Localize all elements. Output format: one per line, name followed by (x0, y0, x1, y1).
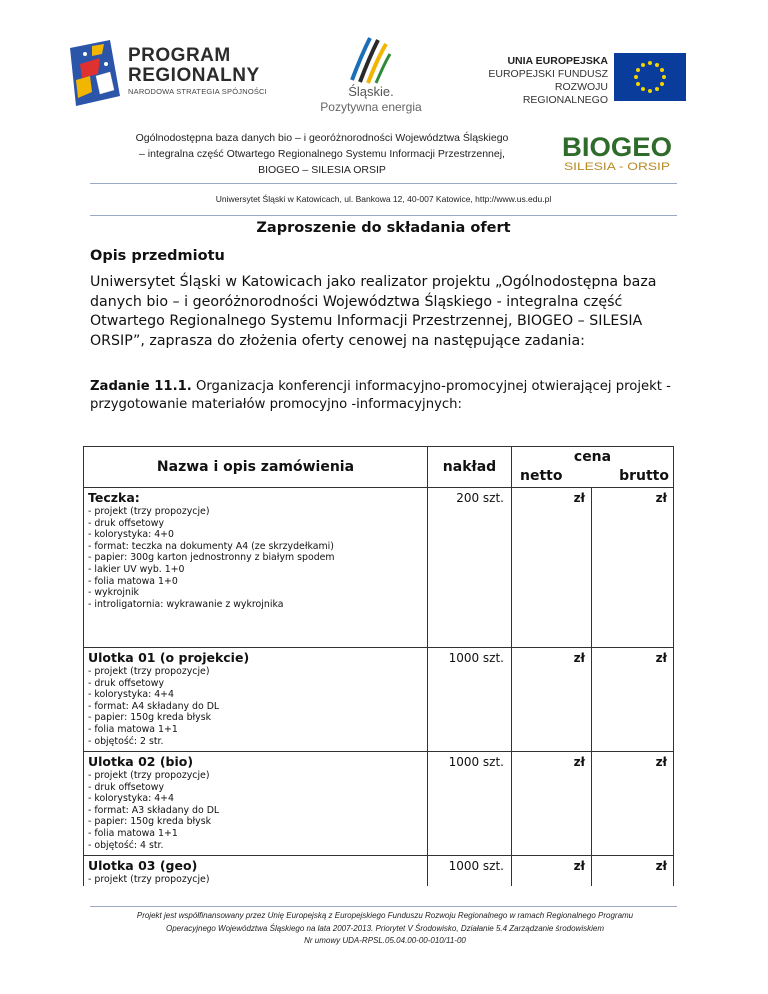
section-subtitle: Opis przedmiotu (90, 248, 225, 264)
biogeo-word: BIOGEO (562, 132, 672, 162)
header-net: netto (520, 468, 563, 484)
item-cell (84, 752, 428, 856)
net-price-cell: zł (512, 856, 592, 887)
gross-price-cell: zł (592, 856, 674, 887)
item-detail: - wykrojnik (88, 587, 423, 599)
slaskie-name: Śląskie. (348, 84, 394, 99)
item-title: Ulotka 01 (o projekcie) (88, 650, 250, 665)
table-row (84, 856, 674, 887)
net-price-cell: zł (512, 752, 592, 856)
order-table (83, 446, 674, 886)
item-detail: - kolorystyka: 4+4 (88, 793, 423, 805)
intro-paragraph: Uniwersytet Śląski w Katowicach jako realizator projektu „Ogólnodostępna baza danych bio – i georóżnorodności Województwa Śląskiego - integralna część Otwartego Regionalnego Systemu Informacji Przestrzennej, BIOGEO – SILESIA ORSIP”, zaprasza do złożenia oferty cenowej na następujące zadania: (90, 274, 657, 349)
item-detail: - projekt (trzy propozycje) (88, 874, 423, 886)
item-detail: - papier: 150g kreda błysk (88, 816, 423, 828)
biogeo-sub: SILESIA - ORSIP (564, 161, 670, 173)
net-price-cell: zł (512, 488, 592, 648)
program-line-2: REGIONALNY (128, 65, 260, 86)
item-detail: - folia matowa 1+0 (88, 576, 423, 588)
item-detail: - objętość: 4 str. (88, 840, 423, 852)
document-title: Zaproszenie do składania ofert (256, 220, 511, 236)
item-title: Ulotka 02 (bio) (88, 754, 194, 769)
header-gross: brutto (619, 468, 669, 484)
table-row (84, 648, 674, 752)
item-detail: - format: teczka na dokumenty A4 (ze skrzydełkami) (88, 541, 423, 553)
footer-rule (90, 906, 677, 907)
header-quantity: nakład (428, 447, 512, 488)
item-title: Ulotka 03 (geo) (88, 858, 198, 873)
slaskie-slogan: Pozytywna energia (320, 100, 422, 114)
header-price (512, 447, 674, 488)
university-address: Uniwersytet Śląski w Katowicach, ul. Bankowa 12, 40-007 Katowice, http://www.us.edu.pl (215, 194, 552, 204)
item-detail: - druk offsetowy (88, 518, 423, 530)
task-label: Zadanie 11.1. (90, 379, 192, 394)
item-detail: - druk offsetowy (88, 782, 423, 794)
table-row (84, 752, 674, 856)
quantity-cell: 1000 szt. (428, 752, 512, 856)
project-line-1: Ogólnodostępna baza danych bio – i georóżnorodności Województwa Śląskiego (135, 132, 509, 144)
footer-line-3: Nr umowy UDA-RPSL.05.04.00-00-010/11-00 (304, 936, 466, 945)
item-detail: - papier: 300g karton jednostronny z białym spodem (88, 552, 423, 564)
footer-line-1: Projekt jest współfinansowany przez Unię Europejską z Europejskiego Funduszu Rozwoju Regionalnego w ramach Regionalnego Programu (136, 911, 634, 920)
item-detail: - folia matowa 1+1 (88, 828, 423, 840)
item-detail: - papier: 150g kreda błysk (88, 712, 423, 724)
table-body (84, 488, 674, 887)
item-cell (84, 488, 428, 648)
footer-line-2: Operacyjnego Województwa Śląskiego na lata 2007-2013. Priorytet V Środowisko, Działanie 5.4 Zarządzanie środowiskiem (166, 923, 604, 933)
eu-line-2: EUROPEJSKI FUNDUSZ (488, 68, 608, 80)
eu-line-1: UNIA EUROPEJSKA (507, 55, 608, 67)
item-details (88, 874, 423, 886)
item-detail: - kolorystyka: 4+4 (88, 689, 423, 701)
gross-price-cell: zł (592, 488, 674, 648)
eu-line-3: ROZWOJU REGIONALNEGO (522, 81, 608, 106)
item-detail: - projekt (trzy propozycje) (88, 770, 423, 782)
gross-price-cell: zł (592, 648, 674, 752)
header-price-label: cena (573, 449, 612, 465)
item-detail: - folia matowa 1+1 (88, 724, 423, 736)
header-name: Nazwa i opis zamówienia (84, 447, 428, 488)
item-detail: - druk offsetowy (88, 678, 423, 690)
footer (70, 910, 700, 948)
item-detail: - projekt (trzy propozycje) (88, 506, 423, 518)
item-detail: - projekt (trzy propozycje) (88, 666, 423, 678)
item-detail: - kolorystyka: 4+0 (88, 529, 423, 541)
item-detail: - format: A4 składany do DL (88, 701, 423, 713)
gross-price-cell: zł (592, 752, 674, 856)
item-detail: - objętość: 2 str. (88, 736, 423, 748)
project-line-2: – integralna część Otwartego Regionalnego Systemu Informacji Przestrzennej, (139, 148, 505, 160)
item-details (88, 770, 423, 851)
item-details (88, 666, 423, 747)
item-cell (84, 856, 428, 887)
item-cell (84, 648, 428, 752)
project-line-3: BIOGEO – SILESIA ORSIP (258, 164, 386, 176)
task-paragraph (90, 378, 690, 414)
net-price-cell: zł (512, 648, 592, 752)
table-row (84, 488, 674, 648)
item-detail: - format: A3 składany do DL (88, 805, 423, 817)
program-line-1: PROGRAM (128, 45, 231, 66)
item-detail: - lakier UV wyb. 1+0 (88, 564, 423, 576)
quantity-cell: 1000 szt. (428, 856, 512, 887)
item-details (88, 506, 423, 610)
table-header-row (84, 447, 674, 488)
quantity-cell: 1000 szt. (428, 648, 512, 752)
quantity-cell: 200 szt. (428, 488, 512, 648)
task-text: Organizacja konferencji informacyjno-promocyjnej otwierającej projekt - przygotowanie materiałów promocyjno -informacyjnych: (90, 379, 671, 412)
item-title: Teczka: (88, 490, 140, 505)
item-detail: - introligatornia: wykrawanie z wykrojnika (88, 599, 423, 611)
program-line-3: NARODOWA STRATEGIA SPÓJNOŚCI (128, 87, 267, 96)
